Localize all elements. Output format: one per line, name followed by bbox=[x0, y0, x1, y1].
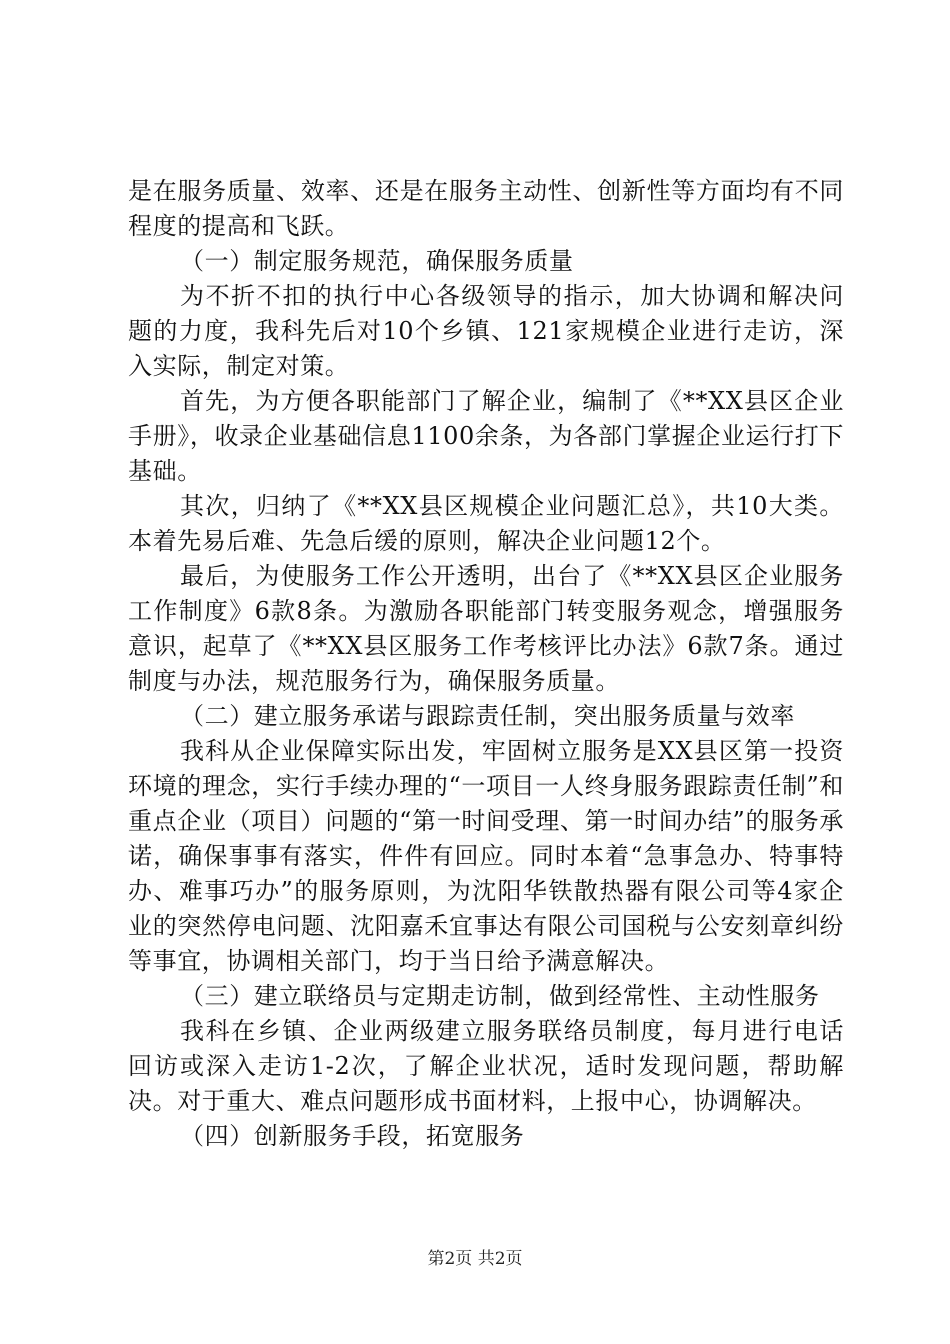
paragraph: 首先，为方便各职能部门了解企业，编制了《**XX县区企业手册》，收录企业基础信息1100余条，为各部门掌握企业运行打下基础。 bbox=[128, 387, 844, 485]
section-heading-2: （二）建立服务承诺与跟踪责任制，突出服务质量与效率 bbox=[180, 702, 795, 730]
section-heading-1: （一）制定服务规范，确保服务质量 bbox=[180, 247, 574, 275]
paragraph: 我科从企业保障实际出发，牢固树立服务是XX县区第一投资环境的理念，实行手续办理的“一项目一人终身服务跟踪责任制”和重点企业（项目）问题的“第一时间受理、第一时间办结”的服务承诺，确保事事有落实，件件有回应。同时本着“急事急办、特事特办、难事巧办”的服务原则，为沈阳华铁散热器有限公司等4家企业的突然停电问题、沈阳嘉禾宜事达有限公司国税与公安刻章纠纷等事宜，协调相关部门，均于当日给予满意解决。 bbox=[128, 737, 844, 975]
paragraph: 其次，归纳了《**XX县区规模企业问题汇总》，共10大类。本着先易后难、先急后缓的原则，解决企业问题12个。 bbox=[128, 492, 844, 555]
paragraph-continuation: 是在服务质量、效率、还是在服务主动性、创新性等方面均有不同程度的提高和飞跃。 bbox=[128, 177, 844, 240]
section-heading-4: （四）创新服务手段，拓宽服务 bbox=[180, 1122, 525, 1150]
section-heading-3: （三）建立联络员与定期走访制，做到经常性、主动性服务 bbox=[180, 982, 820, 1010]
paragraph: 最后，为使服务工作公开透明，出台了《**XX县区企业服务工作制度》6款8条。为激励各职能部门转变服务观念，增强服务意识，起草了《**XX县区服务工作考核评比办法》6款7条。通过制度与办法，规范服务行为，确保服务质量。 bbox=[128, 562, 844, 695]
document-body bbox=[128, 174, 844, 1154]
paragraph: 为不折不扣的执行中心各级领导的指示，加大协调和解决问题的力度，我科先后对10个乡镇、121家规模企业进行走访，深入实际，制定对策。 bbox=[128, 282, 844, 380]
paragraph: 我科在乡镇、企业两级建立服务联络员制度，每月进行电话回访或深入走访1-2次，了解企业状况，适时发现问题，帮助解决。对于重大、难点问题形成书面材料，上报中心，协调解决。 bbox=[128, 1017, 844, 1115]
page-footer: 第2页 共2页 bbox=[427, 1249, 523, 1269]
